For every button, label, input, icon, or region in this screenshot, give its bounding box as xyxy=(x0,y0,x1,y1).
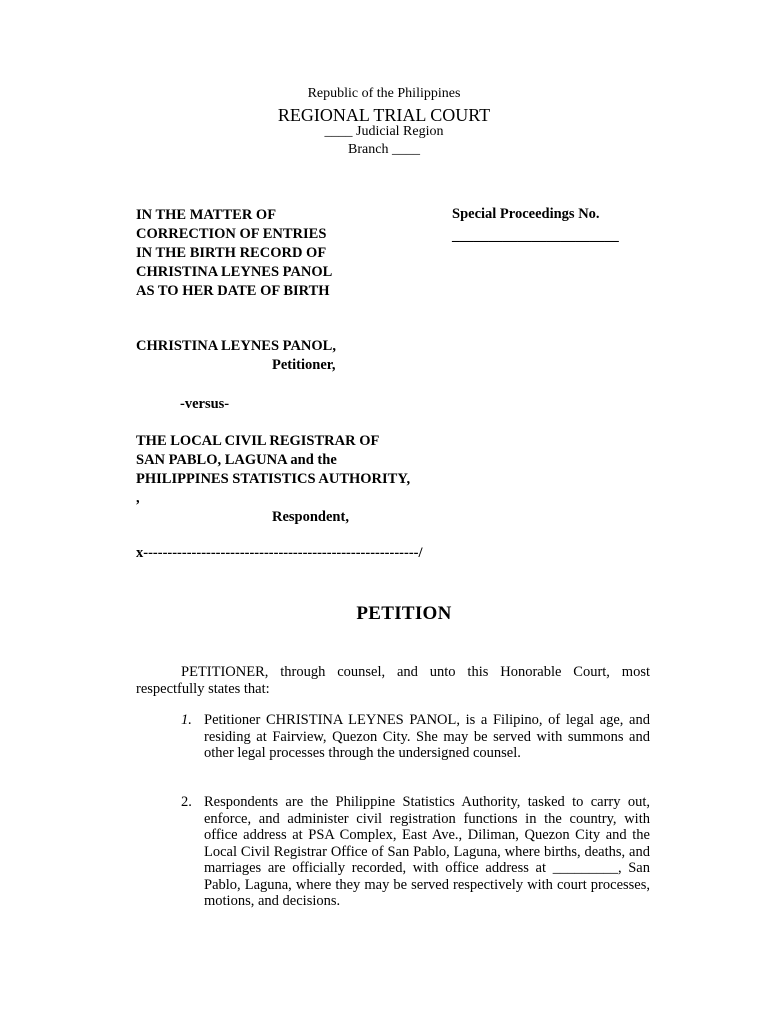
header-branch: Branch ____ xyxy=(348,142,420,157)
respondent-role: Respondent, xyxy=(272,509,349,525)
special-proceedings-label: Special Proceedings No. xyxy=(452,206,600,222)
petitioner-role: Petitioner, xyxy=(272,357,336,373)
header-region: ____ Judicial Region xyxy=(324,124,444,139)
case-matter-line: CORRECTION OF ENTRIES xyxy=(136,226,327,242)
paragraph-text: Respondents are the Philippine Statistics Authority, tasked to carry out, enforce, and administer civil registration functions in the country, with office address at PSA Complex, East Ave., Diliman, Quezon City and the Local Civil Registrar Office of San Pablo, Laguna, where births, deaths, and marriages are officially recorded, with office address at _________, San Pablo, Laguna, where they may be served respectively with court processes, motions, and decisions. xyxy=(204,794,650,909)
special-proceedings-blank: _______________________ xyxy=(452,228,619,244)
versus-label: -versus- xyxy=(180,396,230,412)
respondent-comma: , xyxy=(136,490,140,506)
respondent-line: THE LOCAL CIVIL REGISTRAR OF xyxy=(136,433,380,449)
respondent-line: SAN PABLO, LAGUNA and the xyxy=(136,452,337,468)
header-republic: Republic of the Philippines xyxy=(307,86,461,101)
document-title: PETITION xyxy=(356,603,452,624)
paragraph-number: 1. xyxy=(181,712,192,728)
caption-divider: x---------------------------------------------------------/ xyxy=(136,545,423,561)
intro-paragraph: PETITIONER, through counsel, and unto this Honorable Court, most respectfully states that: xyxy=(136,664,650,697)
case-matter-line: IN THE MATTER OF xyxy=(136,207,277,223)
case-matter-line: AS TO HER DATE OF BIRTH xyxy=(136,283,330,299)
case-matter-line: CHRISTINA LEYNES PANOL xyxy=(136,264,333,280)
petitioner-name: CHRISTINA LEYNES PANOL, xyxy=(136,338,336,354)
paragraph-number: 2. xyxy=(181,794,192,810)
case-matter xyxy=(136,206,332,301)
paragraph-text: Petitioner CHRISTINA LEYNES PANOL, is a Filipino, of legal age, and residing at Fairview, Quezon City. She may be served with summons and other legal processes through the undersigned counsel. xyxy=(204,712,650,761)
case-matter-line: IN THE BIRTH RECORD OF xyxy=(136,245,327,261)
header-court: REGIONAL TRIAL COURT xyxy=(277,105,491,125)
respondent-block xyxy=(136,432,410,489)
respondent-line: PHILIPPINES STATISTICS AUTHORITY, xyxy=(136,471,411,487)
